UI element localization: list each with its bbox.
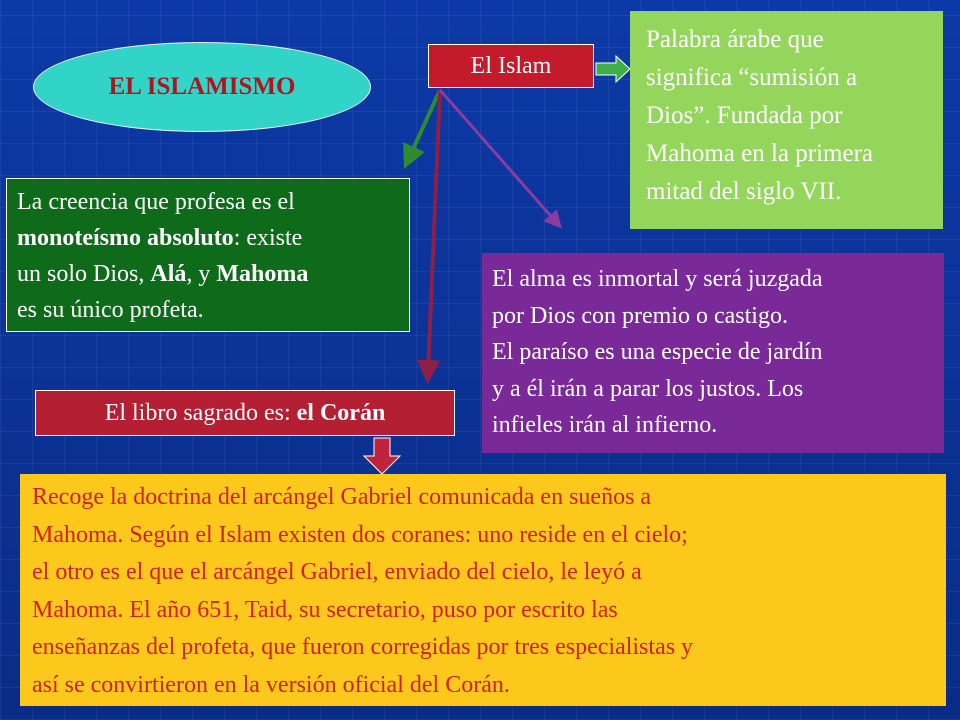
- page-title: EL ISLAMISMO: [108, 73, 296, 100]
- quran-line: Mahoma. Según el Islam existen dos coranes: uno reside en el cielo;: [32, 521, 688, 548]
- belief-god-name: Alá: [150, 261, 187, 287]
- title-ellipse: [33, 42, 371, 132]
- quran-description-box: [20, 474, 946, 706]
- quran-line: el otro es el que el arcángel Gabriel, enviado del cielo, le leyó a: [32, 559, 642, 585]
- definition-box: [630, 11, 943, 229]
- definition-line: Dios”. Fundada por: [646, 102, 843, 129]
- definition-line: Palabra árabe que: [646, 26, 824, 53]
- definition-line: mitad del siglo VII.: [646, 178, 842, 205]
- belief-line: [17, 256, 401, 292]
- belief-emphasis: monoteísmo absoluto: [17, 225, 234, 251]
- afterlife-box: [482, 253, 944, 453]
- belief-line: es su único profeta.: [17, 297, 204, 323]
- afterlife-line: infieles irán al infierno.: [492, 412, 718, 438]
- sacred-book-prefix: El libro sagrado es:: [104, 399, 297, 426]
- afterlife-line: y a él irán a parar los justos. Los: [492, 375, 804, 402]
- quran-line: Recoge la doctrina del arcángel Gabriel comunicada en sueños a: [32, 484, 652, 510]
- belief-line: [17, 220, 401, 256]
- belief-box: [6, 178, 410, 332]
- arrow-to-book: [428, 90, 440, 372]
- arrow-to-belief: [409, 90, 440, 158]
- arrow-to-definition: [596, 56, 630, 82]
- quran-line: enseñanzas del profeta, que fueron corregidas por tres especialistas y: [32, 634, 694, 660]
- belief-text: : existe: [233, 225, 303, 251]
- quran-line: Mahoma. El año 651, Taid, su secretario, puso por escrito las: [32, 596, 618, 623]
- sacred-book-box: [35, 390, 455, 436]
- central-node: [428, 44, 594, 88]
- sacred-book-name: el Corán: [296, 399, 386, 426]
- central-node-label: El Islam: [470, 52, 552, 79]
- definition-line: significa “sumisión a: [646, 64, 858, 91]
- afterlife-line: por Dios con premio o castigo.: [492, 302, 788, 329]
- arrow-to-afterlife: [440, 90, 556, 222]
- definition-line: Mahoma en la primera: [646, 140, 873, 167]
- belief-line: La creencia que profesa es el: [17, 189, 295, 215]
- arrow-to-quran: [364, 438, 400, 474]
- afterlife-line: El alma es inmortal y será juzgada: [492, 266, 823, 292]
- belief-prophet-name: Mahoma: [216, 261, 309, 287]
- belief-text: , y: [186, 261, 217, 287]
- afterlife-line: El paraíso es una especie de jardín: [492, 339, 823, 365]
- quran-line: así se convirtieron en la versión oficial del Corán.: [32, 671, 510, 698]
- belief-text: un solo Dios,: [17, 261, 151, 287]
